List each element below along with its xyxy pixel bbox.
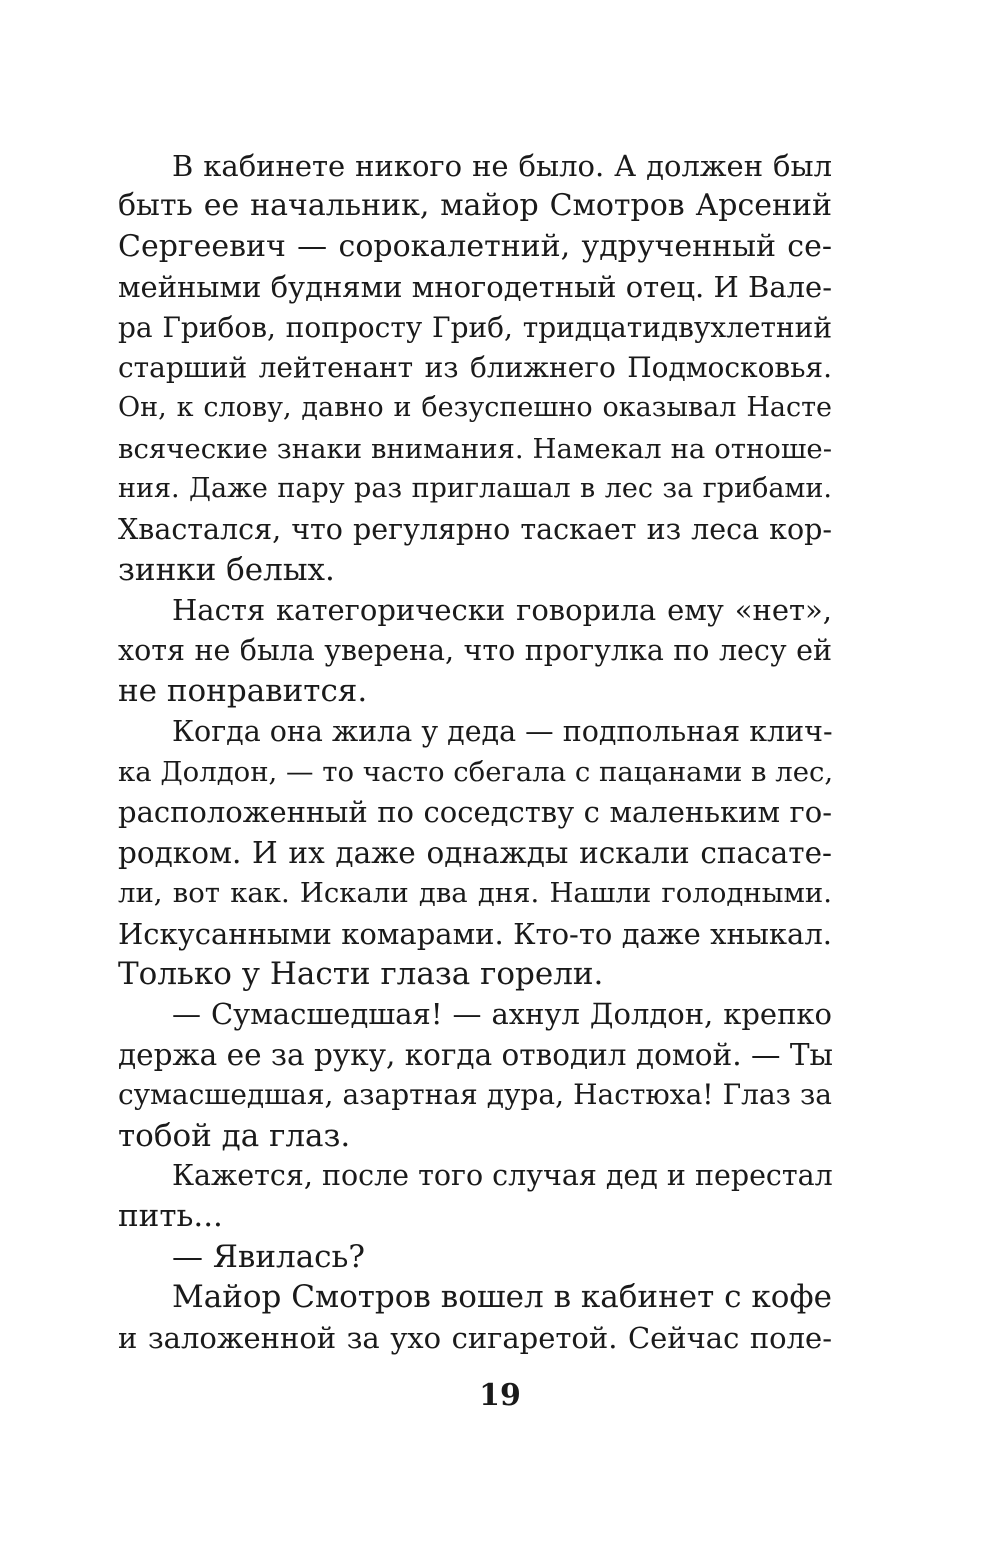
text-line: не понравится. xyxy=(118,673,368,709)
text-line: родком. И их даже однажды искали спасате- xyxy=(118,836,832,870)
text-line: Когда она жила у деда — подпольная клич- xyxy=(172,715,833,748)
text-line: Искусанными комарами. Кто-то даже хныкал. xyxy=(118,917,832,951)
text-line: Сергеевич — сорокалетний, удрученный се- xyxy=(118,229,832,264)
text-line: ра Грибов, попросту Гриб, тридцатидвухлетний xyxy=(118,311,832,344)
text-line: зинки белых. xyxy=(118,552,335,588)
text-line: старший лейтенант из ближнего Подмосковья. xyxy=(118,351,832,384)
text-line: ка Долдон, — то часто сбегала с пацанами в лес, xyxy=(118,756,834,788)
text-line: ния. Даже пару раз приглашал в лес за грибами. xyxy=(118,473,832,504)
text-line: сумасшедшая, азартная дура, Настюха! Глаз за xyxy=(118,1078,832,1111)
text-line: держа ее за руку, когда отводил домой. — Ты xyxy=(118,1038,834,1072)
text-line: Хвастался, что регулярно таскает из леса кор- xyxy=(118,513,832,546)
text-line: всяческие знаки внимания. Намекал на отноше- xyxy=(118,433,832,465)
text-line: ли, вот как. Искали два дня. Нашли голодными. xyxy=(118,877,832,909)
text-line: Кажется, после того случая дед и перестал xyxy=(172,1159,833,1192)
text-line: пить... xyxy=(118,1198,223,1234)
text-line: расположенный по соседству с маленьким го- xyxy=(118,795,832,829)
text-line: Только у Насти глаза горели. xyxy=(118,956,604,992)
text-line: мейными буднями многодетный отец. И Вале- xyxy=(118,270,832,304)
text-line: и заложенной за ухо сигаретой. Сейчас поле- xyxy=(118,1321,832,1355)
text-line: В кабинете никого не было. А должен был xyxy=(172,149,832,183)
text-line: тобой да глаз. xyxy=(118,1118,351,1154)
page-number: 19 xyxy=(479,1378,521,1413)
text-line: хотя не была уверена, что прогулка по лесу ей xyxy=(118,634,832,667)
text-line: Настя категорически говорила ему «нет», xyxy=(172,593,832,627)
text-line: Майор Смотров вошел в кабинет с кофе xyxy=(172,1279,832,1315)
text-line: быть ее начальник, майор Смотров Арсений xyxy=(118,188,832,223)
text-line: Он, к слову, давно и безуспешно оказывал Насте xyxy=(118,392,832,423)
text-line: — Сумасшедшая! — ахнул Долдон, крепко xyxy=(172,997,832,1031)
text-line: — Явилась? xyxy=(172,1239,366,1275)
